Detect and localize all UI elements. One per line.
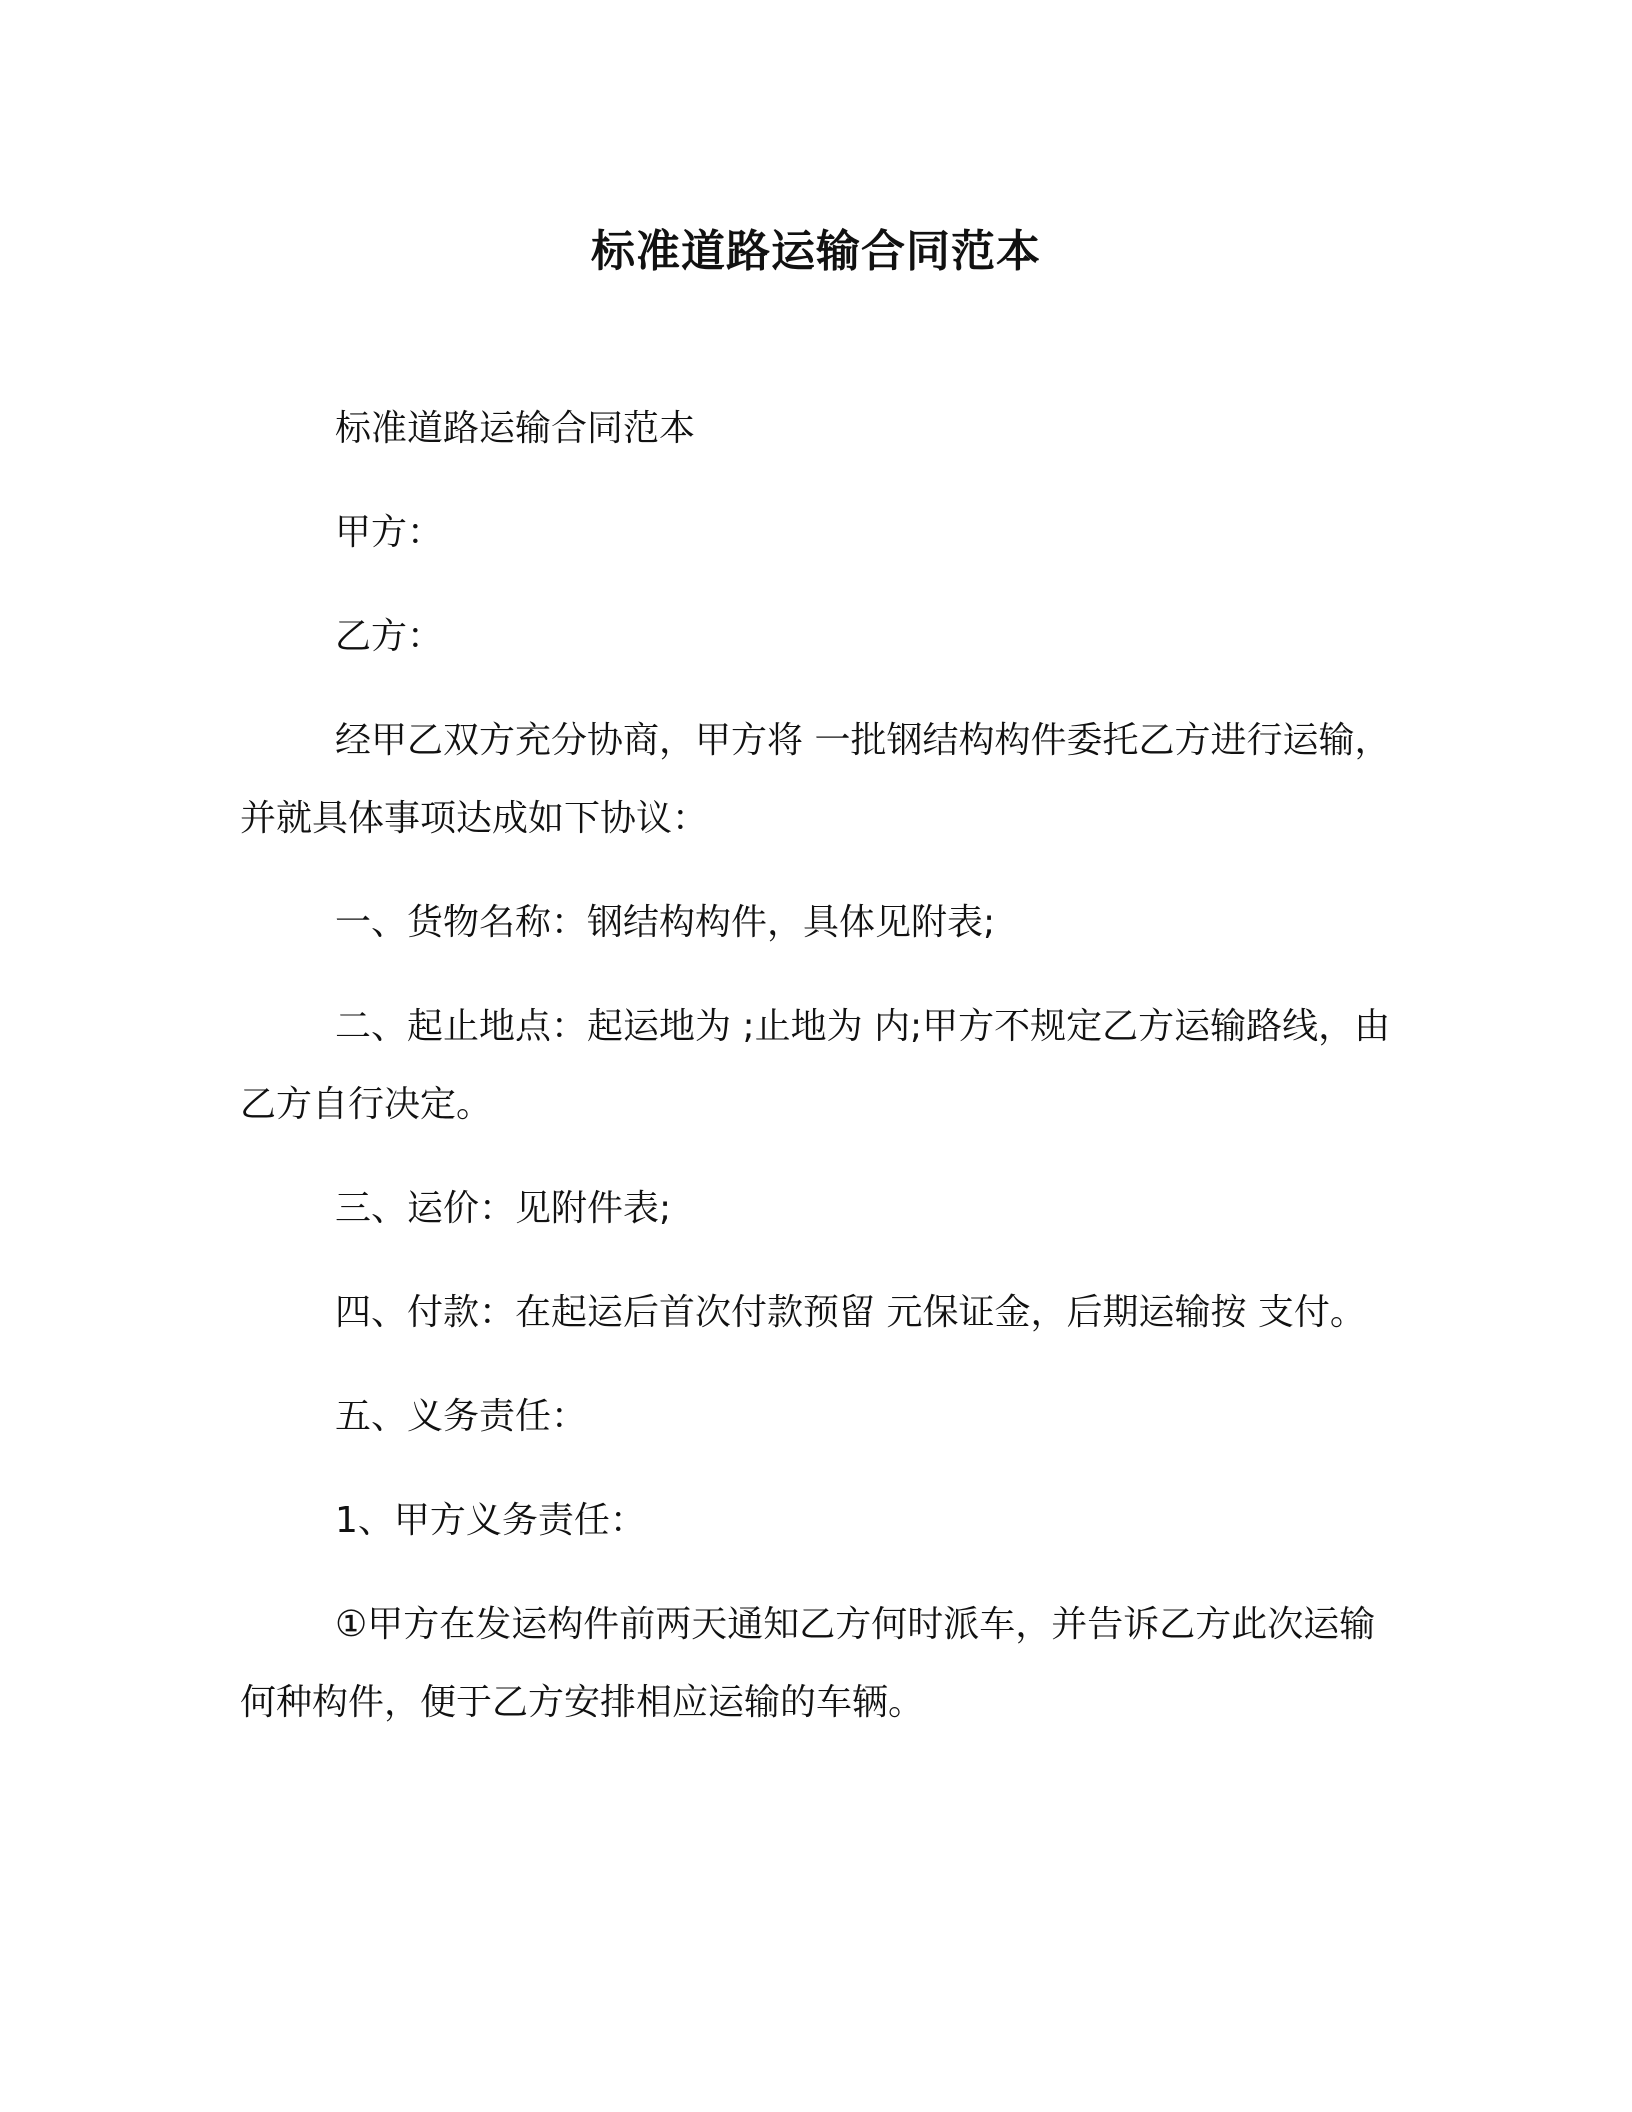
- paragraph-party-b: 乙方：: [335, 616, 444, 657]
- paragraph-freight-rate: 三、运价：见附件表;: [335, 1188, 672, 1229]
- paragraph-subtitle: 标准道路运输合同范本: [335, 408, 696, 449]
- document-body: [240, 390, 1410, 1768]
- document-title: 标准道路运输合同范本: [591, 226, 1041, 277]
- paragraph-payment: 四、付款：在起运后首次付款预留 元保证金，后期运输按 支付。: [335, 1292, 1366, 1333]
- paragraph-party-a-obligations: 1、甲方义务责任：: [335, 1500, 646, 1541]
- paragraph-locations: 二、起止地点：起运地为 ;止地为 内;甲方不规定乙方运输路线，由乙方自行决定。: [240, 1006, 1391, 1125]
- paragraph-goods-name: 一、货物名称：钢结构构件，具体见附表;: [335, 902, 996, 943]
- paragraph-preamble: 经甲乙双方充分协商，甲方将 一批钢结构构件委托乙方进行运输，并就具体事项达成如下协议：: [240, 720, 1391, 839]
- paragraph-obligations: 五、义务责任：: [335, 1396, 588, 1437]
- paragraph-obligation-item-1: ①甲方在发运构件前两天通知乙方何时派车，并告诉乙方此次运输何种构件，便于乙方安排相应运输的车辆。: [240, 1604, 1376, 1723]
- paragraph-party-a: 甲方：: [335, 512, 444, 553]
